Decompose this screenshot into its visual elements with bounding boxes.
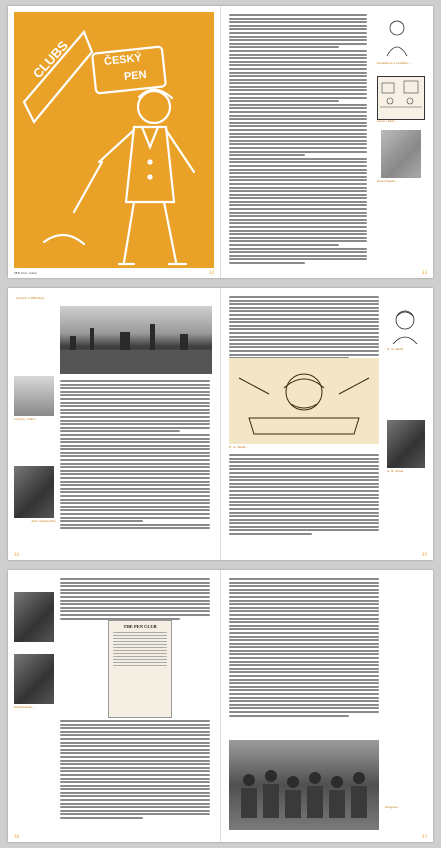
portrait-photo [381, 130, 421, 178]
body-text-column-bottom [60, 720, 210, 821]
badge-text-2: PEN [123, 68, 148, 84]
caricature-sketch [379, 16, 415, 60]
shaw-portrait [387, 420, 425, 468]
london-skyline-photo [60, 306, 212, 374]
body-text-column [60, 380, 210, 531]
caption-wells: H. G. Wells [387, 347, 404, 351]
page-number: 36 [14, 834, 20, 839]
founder-portrait-1 [14, 592, 54, 642]
page-32 [8, 6, 221, 278]
cover-illustration [14, 12, 214, 268]
page-37 [221, 570, 433, 842]
spread-3 [8, 570, 433, 842]
spread-2 [8, 288, 433, 560]
parliament-photo [14, 376, 54, 416]
founder-portrait-2 [14, 654, 54, 704]
section-label: Londýn a PEN klub... [16, 296, 47, 300]
caption-2: Cena / Klub... [377, 119, 398, 123]
page-34 [8, 288, 221, 560]
caption-3: Karel Čapek... [377, 179, 398, 183]
body-text-column-top [60, 578, 210, 621]
caricature-banner [229, 358, 379, 444]
caption-bottom: John Galsworthy [31, 519, 56, 523]
caption-founders: Zakladatelé... [14, 705, 35, 709]
caption-shaw: G. B. Shaw [387, 469, 404, 473]
page-number: 35 [421, 552, 427, 557]
page-35 [221, 288, 433, 560]
page-number: 37 [421, 834, 427, 839]
body-text-column-bottom [229, 454, 379, 537]
running-head: PEN klub české [14, 271, 37, 275]
page-33 [221, 6, 433, 278]
wells-sketch [387, 306, 423, 346]
newspaper-clipping [108, 620, 172, 718]
body-text-column [229, 578, 379, 718]
banner-caption: H. G. Wells... [229, 445, 249, 449]
club-interior-sketch [377, 76, 425, 120]
body-text-column-top [229, 296, 379, 361]
caption-congress: Kongres... [385, 805, 400, 809]
badge-text-1: ČESKÝ [103, 52, 143, 68]
newspaper-title: THE PEN CLUB [123, 624, 157, 629]
galsworthy-portrait [14, 466, 54, 518]
body-text-column [229, 14, 367, 266]
page-36 [8, 570, 221, 842]
page-number: 33 [421, 270, 427, 275]
sailor-drawing [14, 12, 214, 268]
caption-left: Londýn, 1920... [14, 417, 38, 421]
page-number: 32 [208, 270, 214, 275]
page-number: 34 [14, 552, 20, 557]
congress-group-photo [229, 740, 379, 830]
banner-text: CLUBS [29, 37, 71, 82]
caption-1: Karikatura z počátku... [377, 61, 411, 65]
spread-1 [8, 6, 433, 278]
